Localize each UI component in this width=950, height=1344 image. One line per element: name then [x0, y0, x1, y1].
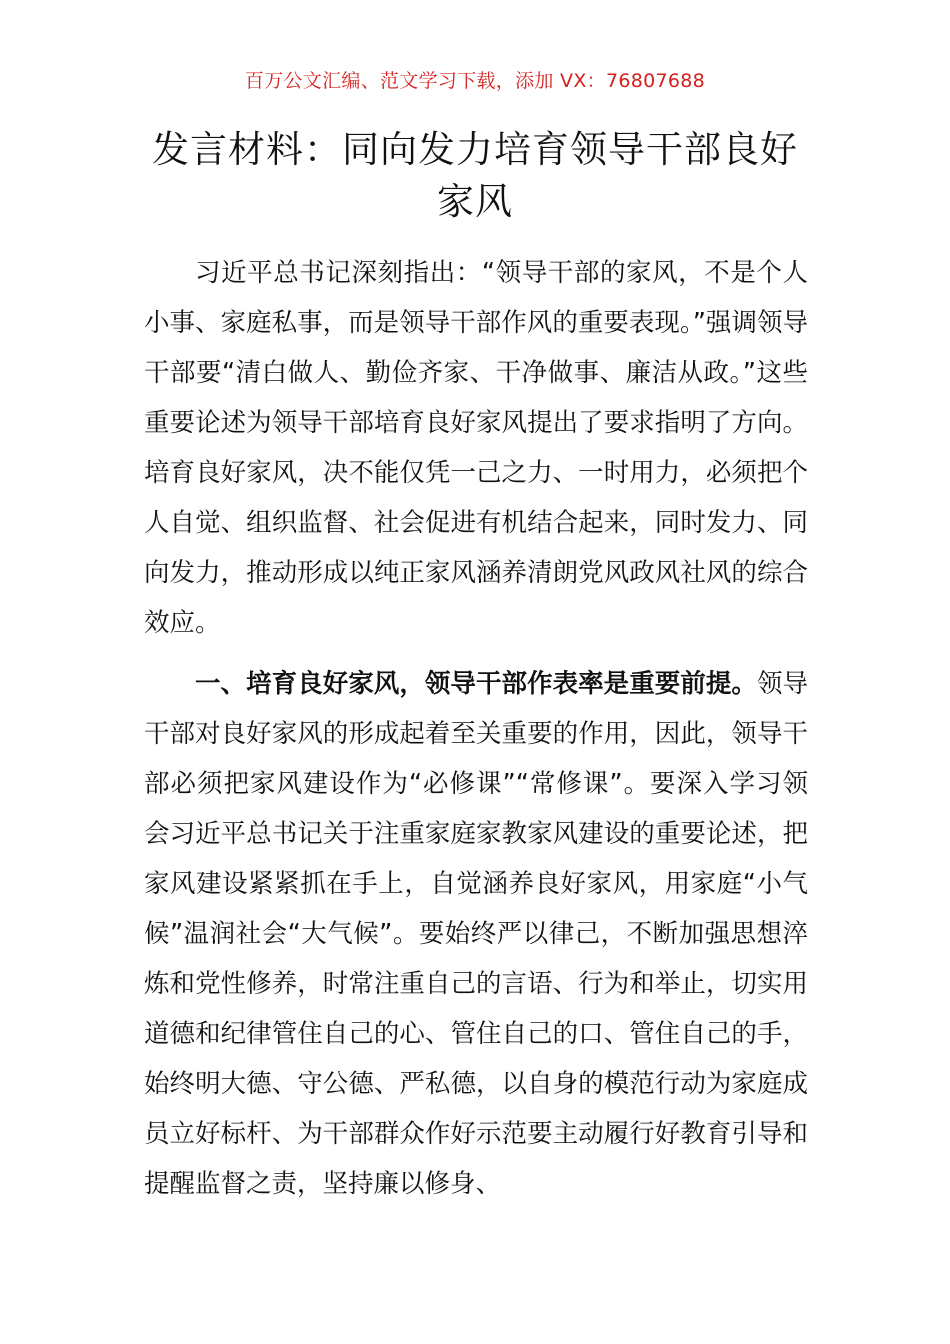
paragraph-text: 习近平总书记深刻指出：“领导干部的家风，不是个人小事、家庭私事，而是领导干部作风的重要表现。”强调领导干部要“清白做人、勤俭齐家、干净做事、廉洁从政。”这些重要论述为领导干部培育良好家风提出了要求指明了方向。培育良好家风，决不能仅凭一己之力、一时用力，必须把个人自觉、组织监督、社会促进有机结合起来，同时发力、同向发力，推动形成以纯正家风涵养清朗党风政风社风的综合效应。	[144, 258, 808, 638]
paragraph-intro	[144, 248, 808, 648]
document-title: 发言材料：同向发力培育领导干部良好家风	[152, 128, 798, 223]
header-watermark-note: 百万公文汇编、范文学习下载，添加 VX：76807688	[244, 70, 706, 92]
paragraph-section-one	[144, 659, 808, 1209]
paragraph-text: 领导干部对良好家风的形成起着至关重要的作用，因此，领导干部必须把家风建设作为“必修课”“常修课”。要深入学习领会习近平总书记关于注重家庭家教家风建设的重要论述，把家风建设紧紧抓在手上，自觉涵养良好家风，用家庭“小气候”温润社会“大气候”。要始终严以律己，不断加强思想淬炼和党性修养，时常注重自己的言语、行为和举止，切实用道德和纪律管住自己的心、管住自己的口、管住自己的手，始终明大德、守公德、严私德，以自身的模范行动为家庭成员立好标杆、为干部群众作好示范要主动履行好教育引导和提醒监督之责，坚持廉以修身、	[144, 669, 808, 1199]
section-heading-one: 一、培育良好家风，领导干部作表率是重要前提。	[195, 669, 757, 699]
